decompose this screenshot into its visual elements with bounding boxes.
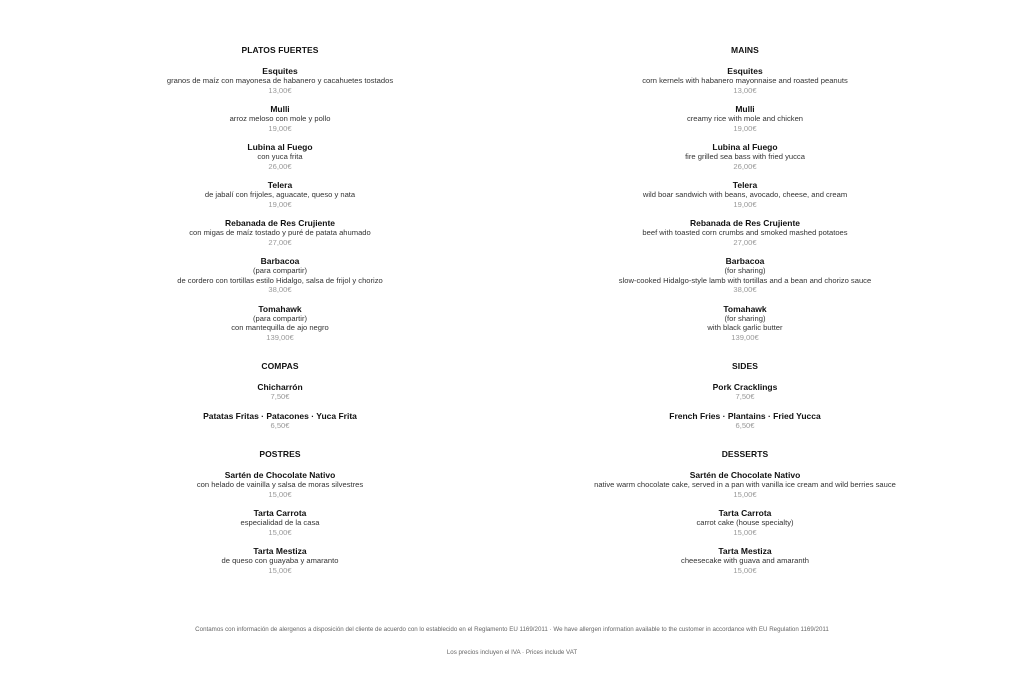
dish-description: cheesecake with guava and amaranth: [681, 556, 809, 565]
dish-name: Sartén de Chocolate Nativo: [689, 470, 801, 480]
dish-description: (for sharing): [724, 266, 766, 275]
dish-description: con helado de vainilla y salsa de moras silvestres: [196, 480, 364, 489]
menu-item: [70, 104, 490, 133]
dish-name: Sartén de Chocolate Nativo: [224, 470, 336, 480]
menu-item: [70, 382, 490, 402]
dish-description: con migas de maíz tostado y puré de patata ahumado: [189, 228, 371, 237]
menu-item: [535, 142, 955, 171]
dish-price: 139,00€: [731, 332, 759, 342]
dish-name: Barbacoa: [725, 256, 765, 266]
menu-item: [70, 256, 490, 295]
dish-description: con yuca frita: [257, 152, 303, 161]
menu-section: [535, 448, 955, 575]
spanish-menu-column: [70, 44, 490, 575]
dish-description: wild boar sandwich with beans, avocado, cheese, and cream: [642, 190, 848, 199]
dish-description: with black garlic butter: [707, 323, 783, 332]
dish-name: Lubina al Fuego: [712, 142, 778, 152]
dish-price: 139,00€: [266, 332, 294, 342]
menu-item: [535, 411, 955, 431]
dish-name: Patatas Fritas · Patacones · Yuca Frita: [203, 410, 357, 421]
dish-name: Tarta Mestiza: [253, 546, 307, 556]
menu-item: [535, 180, 955, 209]
dish-name: Chicharrón: [257, 382, 303, 392]
dish-description: native warm chocolate cake, served in a pan with vanilla ice cream and wild berries sauce: [594, 480, 896, 489]
dish-description: beef with toasted corn crumbs and smoked mashed potatoes: [642, 228, 848, 237]
dish-price: 19,00€: [733, 199, 757, 209]
menu-item: [70, 142, 490, 171]
menu-item: [535, 304, 955, 343]
allergen-notice: Contamos con información de alergenos a disposición del cliente de acuerdo con lo establecido en el Reglamento EU 1169/2011 · We have allergen information available to the customer in accordance with EU Regulation 1169/2011: [195, 626, 829, 633]
dish-description: corn kernels with habanero mayonnaise and roasted peanuts: [642, 76, 848, 85]
menu-item: [535, 508, 955, 537]
menu-item: [70, 180, 490, 209]
dish-description: de queso con guayaba y amaranto: [221, 556, 339, 565]
menu-section: [535, 360, 955, 430]
dish-price: 15,00€: [268, 565, 292, 575]
dish-price: 15,00€: [268, 489, 292, 499]
menu-section: [70, 44, 490, 342]
dish-price: 27,00€: [268, 237, 292, 247]
dish-name: Esquites: [727, 66, 763, 76]
dish-description: con mantequilla de ajo negro: [231, 323, 329, 332]
dish-name: Telera: [267, 180, 293, 190]
dish-price: 38,00€: [733, 285, 757, 294]
dish-name: Lubina al Fuego: [247, 142, 313, 152]
menu-item: [70, 508, 490, 537]
dish-name: Pork Cracklings: [712, 382, 778, 392]
menu-item: [70, 411, 490, 431]
dish-name: Mulli: [270, 104, 290, 114]
dish-price: 15,00€: [733, 489, 757, 499]
dish-price: 26,00€: [268, 161, 292, 171]
menu-item: [535, 66, 955, 95]
menu-item: [70, 218, 490, 247]
dish-price: 13,00€: [268, 85, 292, 95]
section-title: SIDES: [731, 361, 758, 371]
dish-name: Rebanada de Res Crujiente: [224, 218, 336, 228]
dish-price: 15,00€: [733, 565, 757, 575]
dish-description: granos de maíz con mayonesa de habanero y cacahuetes tostados: [166, 76, 394, 85]
section-title: DESSERTS: [721, 449, 769, 459]
dish-price: 19,00€: [268, 199, 292, 209]
dish-name: Tarta Carrota: [718, 508, 772, 518]
dish-name: Tarta Carrota: [253, 508, 307, 518]
dish-description: (para compartir): [252, 266, 307, 275]
dish-description: fire grilled sea bass with fried yucca: [685, 152, 805, 161]
dish-price: 7,50€: [270, 392, 290, 401]
dish-description: (for sharing): [724, 313, 766, 323]
menu-item: [70, 304, 490, 343]
menu-section: [70, 360, 490, 430]
dish-description: slow-cooked Hidalgo-style lamb with tortillas and a bean and chorizo sauce: [618, 275, 872, 285]
vat-notice: Los precios incluyen el IVA · Prices include VAT: [446, 649, 578, 656]
dish-description: carrot cake (house specialty): [696, 518, 794, 527]
section-title: COMPAS: [261, 361, 299, 371]
dish-price: 15,00€: [733, 527, 757, 537]
section-title: PLATOS FUERTES: [241, 45, 319, 55]
dish-price: 27,00€: [733, 237, 757, 247]
menu-item: [70, 470, 490, 499]
dish-name: Tomahawk: [258, 303, 302, 314]
dish-description: especialidad de la casa: [240, 518, 320, 527]
dish-name: Telera: [732, 180, 758, 190]
dish-name: Rebanada de Res Crujiente: [689, 218, 801, 228]
menu-item: [535, 256, 955, 295]
dish-description: creamy rice with mole and chicken: [686, 114, 804, 123]
dish-price: 19,00€: [733, 123, 757, 133]
dish-description: de jabalí con frijoles, aguacate, queso y nata: [204, 190, 356, 199]
dish-price: 19,00€: [268, 123, 292, 133]
dish-description: arroz meloso con mole y pollo: [229, 114, 331, 123]
menu-item: [535, 218, 955, 247]
dish-name: Barbacoa: [260, 256, 300, 266]
dish-name: French Fries · Plantains · Fried Yucca: [669, 410, 821, 421]
dish-price: 38,00€: [268, 285, 292, 294]
dish-price: 7,50€: [735, 392, 755, 401]
menu-item: [70, 66, 490, 95]
dish-price: 6,50€: [270, 420, 290, 430]
menu-item: [535, 546, 955, 575]
menu-item: [535, 470, 955, 499]
dish-name: Tomahawk: [723, 303, 767, 314]
dish-price: 13,00€: [733, 85, 757, 95]
menu-item: [70, 546, 490, 575]
dish-description: (para compartir): [252, 313, 307, 323]
dish-name: Tarta Mestiza: [718, 546, 772, 556]
english-menu-column: [535, 44, 955, 575]
dish-name: Esquites: [262, 66, 298, 76]
dish-name: Mulli: [735, 104, 755, 114]
menu-section: [535, 44, 955, 342]
menu-item: [535, 382, 955, 402]
section-title: POSTRES: [259, 449, 301, 459]
menu-item: [535, 104, 955, 133]
dish-price: 6,50€: [735, 420, 755, 430]
dish-description: de cordero con tortillas estilo Hidalgo, salsa de frijol y chorizo: [177, 275, 383, 285]
dish-price: 26,00€: [733, 161, 757, 171]
menu-section: [70, 448, 490, 575]
dish-price: 15,00€: [268, 527, 292, 537]
section-title: MAINS: [731, 45, 759, 55]
